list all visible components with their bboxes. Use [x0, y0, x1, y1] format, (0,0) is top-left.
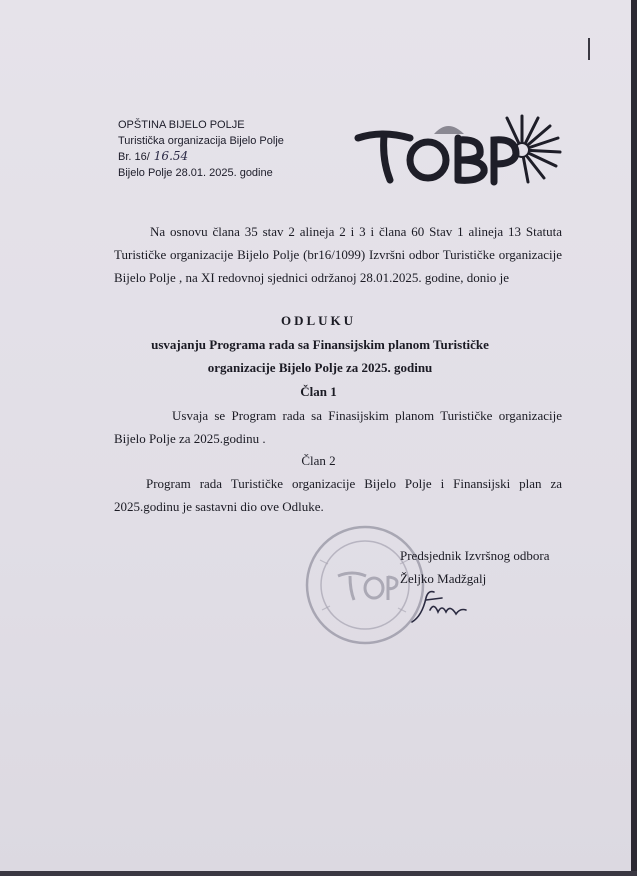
- letterhead: [118, 118, 284, 181]
- article-2-text: Program rada Turističke organizacije Bijelo Polje i Finansijski plan za 2025.godinu je sastavni dio ove Odluke.: [114, 476, 562, 514]
- municipality-name: OPŠTINA BIJELO POLJE: [118, 119, 245, 131]
- signatory-name: Željko Madžgalj: [400, 571, 487, 586]
- article-2-heading: Član 2: [301, 453, 336, 468]
- signature-block: [400, 544, 549, 590]
- intro-paragraph: Na osnovu člana 35 stav 2 alineja 2 i 3 i člana 60 Stav 1 alineja 13 Statuta Turističke organizacije Bijelo Polje (br16/1099) Izvršni odbor Turističke organizacije Bijelo Polje , na XI redovnoj sjednici održanoj 28.01.2025. godine, donio je: [114, 224, 562, 285]
- organization-name: Turistička organizacija Bijelo Polje: [118, 134, 284, 147]
- decision-title: ODLUKU: [280, 313, 357, 328]
- article-1-heading: Član 1: [300, 384, 337, 399]
- scan-mark: [588, 38, 590, 60]
- reference-handwritten: 16.54: [153, 149, 189, 163]
- scan-edge-right: [631, 0, 637, 876]
- tobp-logo-icon: [352, 108, 562, 190]
- reference-prefix: Br. 16/: [118, 151, 150, 163]
- decision-subtitle: usvajanju Programa rada sa Finansijskim planom Turističke organizacije Bijelo Polje za 2025. godinu: [151, 337, 489, 375]
- handwritten-signature-icon: [408, 586, 468, 626]
- scan-edge-bottom: [0, 871, 637, 876]
- place-date: Bijelo Polje 28.01. 2025. godine: [118, 166, 273, 179]
- reference-number: [118, 149, 284, 166]
- signatory-role: Predsjednik Izvršnog odbora: [400, 548, 550, 563]
- article-1-text: Usvaja se Program rada sa Finasijskim planom Turističke organizacije Bijelo Polje za 2025.godinu .: [114, 408, 562, 446]
